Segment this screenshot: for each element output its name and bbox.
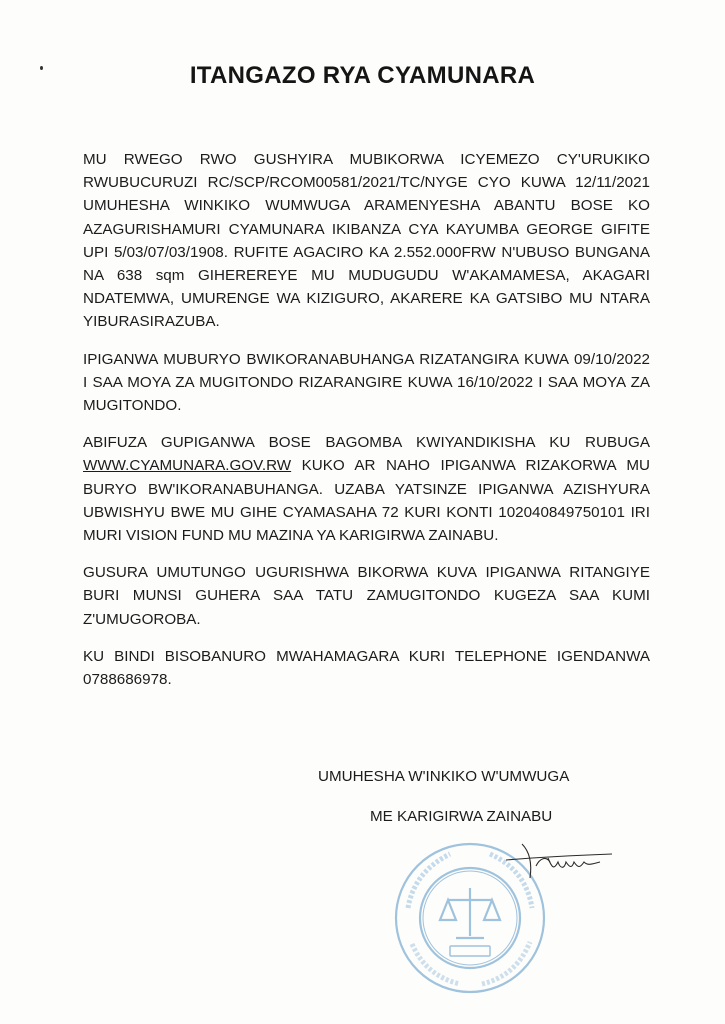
paragraph-court-decision: MU RWEGO RWO GUSHYIRA MUBIKORWA ICYEMEZO CY'URUKIKO RWUBUCURUZI RC/SCP/RCOM00581/2021/TC/NYGE CYO KUWA 12/11/2021 UMUHESHA WINKIKO WUMWUGA ARAMENYESHA ABANTU BOSE KO AZAGURISHAMURI CYAMUNARA IKIBANZA CYA KAYUMBA GEORGE GIFITE UPI 5/03/07/03/1908. RUFITE AGACIRO KA 2.552.000FRW N'UBUSO BUNGANA NA 638 sqm GIHEREREYE MU MUDUGUDU W'AKAMAMESA, AKAGARI NDATEMWA, UMURENGE WA KIZIGURO, AKARERE KA GATSIBO MU NTARA YIBURASIRAZUBA.: [83, 151, 650, 331]
signatory-title: UMUHESHA W'INKIKO W'UMWUGA: [318, 768, 570, 785]
registration-text: ABIFUZA GUPIGANWA BOSE BAGOMBA KWIYANDIKISHA KU RUBUGA: [83, 434, 650, 452]
paragraph-registration: [83, 431, 650, 547]
paragraph-contact: KU BINDI BISOBANURO MWAHAMAGARA KURI TELEPHONE IGENDANWA 0788686978.: [83, 647, 650, 689]
paragraph-visit-hours: GUSURA UMUTUNGO UGURISHWA BIKORWA KUVA IPIGANWA RITANGIYE BURI MUNSI GUHERA SAA TATU ZAMUGITONDO KUGEZA SAA KUMI Z'UMUGOROBA.: [83, 564, 650, 628]
signatory-name: ME KARIGIRWA ZAINABU: [370, 808, 553, 825]
registration-text-continued: KUKO AR NAHO IPIGANWA RIZAKORWA MU BURYO BW'IKORANABUHANGA. UZABA YATSINZE IPIGANWA AZISHYURA UBWISHYU BWE MU GIHE CYAMASAHA 72 KURI KONTI 102040849750101 IRI MURI VISION FUND MU MAZINA YA KARIGIRWA ZAINABU.: [83, 457, 650, 545]
document-body: [83, 148, 650, 705]
website-link[interactable]: WWW.CYAMUNARA.GOV.RW: [83, 457, 292, 475]
page-title: ITANGAZO RYA CYAMUNARA: [189, 62, 536, 89]
paragraph-auction-dates: IPIGANWA MUBURYO BWIKORANABUHANGA RIZATANGIRA KUWA 09/10/2022 I SAA MOYA ZA MUGITONDO RIZARANGIRE KUWA 16/10/2022 I SAA MOYA ZA MUGITONDO.: [83, 350, 650, 415]
handwritten-signature: [500, 838, 620, 888]
